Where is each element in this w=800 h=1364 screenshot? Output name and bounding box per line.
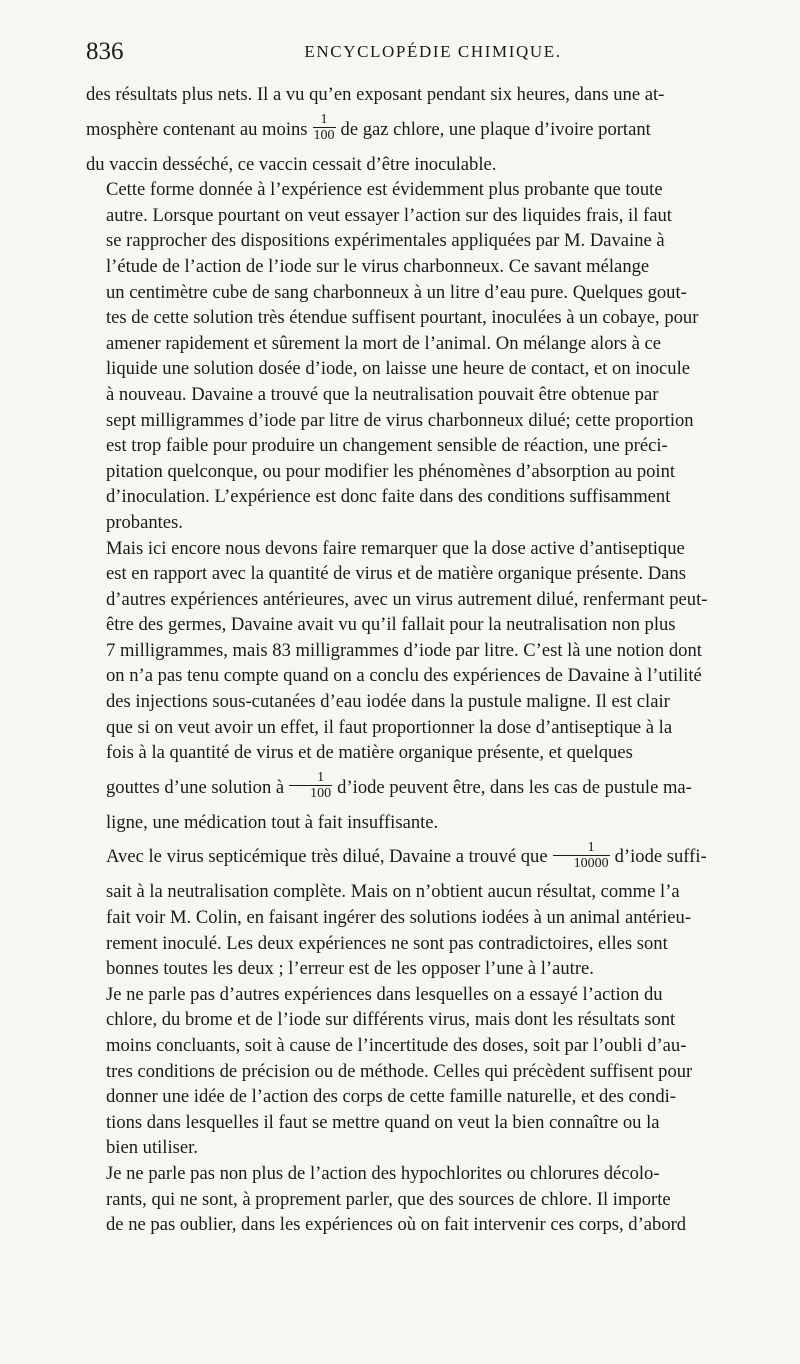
text-line: sept milligrammes d’iode par litre de virus charbonneux dilué; cette proportion	[106, 409, 694, 431]
text-segment: Avec le virus septicémique très dilué, Davaine a trouvé que	[106, 846, 548, 868]
text-line: un centimètre cube de sang charbonneux à un litre d’eau pure. Quelques gout-	[106, 281, 687, 303]
page-number: 836	[86, 38, 124, 65]
fraction-numerator: 1	[587, 839, 595, 855]
text-segment: gouttes d’une solution à	[106, 776, 285, 798]
text-line: chlore, du brome et de l’iode sur différents virus, mais dont les résultats sont	[106, 1009, 676, 1031]
text-segment: d’iode suffi-	[614, 846, 707, 868]
text-line: Cette forme donnée à l’expérience est évidemment plus probante que toute	[106, 179, 663, 201]
text-line: Je ne parle pas d’autres expériences dans lesquelles on a essayé l’action du	[106, 983, 663, 1005]
text-line: est en rapport avec la quantité de virus et de matière organique présente. Dans	[106, 563, 686, 585]
running-title: ENCYCLOPÉDIE CHIMIQUE.	[304, 42, 562, 61]
fraction-denominator: 100	[313, 127, 335, 143]
text-line: être des germes, Davaine avait vu qu’il fallait pour la neutralisation non plus	[106, 614, 676, 636]
text-line	[106, 839, 707, 871]
text-line: donner une idée de l’action des corps de cette famille naturelle, et des condi-	[106, 1086, 676, 1108]
text-line: tres conditions de précision ou de méthode. Celles qui précèdent suffisent pour	[106, 1060, 693, 1082]
text-line: on n’a pas tenu compte quand on a conclu des expériences de Davaine à l’utilité	[106, 665, 702, 687]
text-line: Je ne parle pas non plus de l’action des hypochlorites ou chlorures décolo-	[106, 1162, 660, 1184]
text-segment: mosphère contenant au moins	[86, 118, 308, 140]
body-text	[86, 82, 780, 1238]
text-line	[86, 108, 780, 152]
text-line: rement inoculé. Les deux expériences ne sont pas contradictoires, elles sont	[106, 932, 668, 954]
page-header	[86, 38, 780, 68]
text-line: rants, qui ne sont, à proprement parler, que des sources de chlore. Il importe	[106, 1188, 671, 1210]
paragraph-3	[86, 536, 780, 836]
text-line: bien utiliser.	[106, 1137, 198, 1159]
fraction-denominator: 100	[289, 785, 332, 801]
fraction	[289, 770, 332, 801]
fraction-numerator: 1	[320, 111, 328, 127]
text-line: d’autres expériences antérieures, avec un virus autrement dilué, renfermant peut-	[106, 588, 708, 610]
fraction	[553, 840, 610, 871]
text-line: amener rapidement et sûrement la mort de l’animal. On mélange alors à ce	[106, 332, 661, 354]
text-line: tes de cette solution très étendue suffisent pourtant, inoculées à un cobaye, pour	[106, 307, 699, 329]
text-line: bonnes toutes les deux ; l’erreur est de les opposer l’une à l’autre.	[106, 958, 594, 980]
paragraph-4	[86, 835, 780, 981]
text-line: Mais ici encore nous devons faire remarquer que la dose active d’antiseptique	[106, 537, 685, 559]
text-line: tions dans lesquelles il faut se mettre quand on veut la bien connaître ou la	[106, 1111, 660, 1133]
text-segment: d’iode peuvent être, dans les cas de pustule ma-	[337, 776, 692, 798]
text-line: autre. Lorsque pourtant on veut essayer l’action sur des liquides frais, il faut	[106, 204, 672, 226]
text-line	[86, 766, 780, 810]
text-line: 7 milligrammes, mais 83 milligrammes d’iode par litre. C’est là une notion dont	[106, 639, 702, 661]
text-line: que si on veut avoir un effet, il faut proportionner la dose d’antiseptique à la	[106, 716, 673, 738]
text-line: moins concluants, soit à cause de l’incertitude des doses, soit par l’oubli d’au-	[106, 1035, 687, 1056]
text-line: sait à la neutralisation complète. Mais on n’obtient aucun résultat, comme l’a	[106, 881, 680, 903]
fraction-numerator: 1	[317, 770, 325, 786]
fraction	[313, 112, 336, 143]
fraction-denominator: 10000	[553, 855, 610, 871]
text-line: fois à la quantité de virus et de matière organique présente, et quelques	[106, 742, 633, 764]
text-line: du vaccin desséché, ce vaccin cessait d’être inoculable.	[86, 153, 497, 175]
text-line: se rapprocher des dispositions expérimentales appliquées par M. Davaine à	[106, 230, 665, 252]
text-line: des injections sous-cutanées d’eau iodée dans la pustule maligne. Il est clair	[106, 691, 670, 713]
paragraph-1	[86, 82, 780, 177]
paragraph-5	[86, 982, 780, 1161]
text-line: à nouveau. Davaine a trouvé que la neutralisation pouvait être obtenue par	[106, 383, 659, 405]
text-line: pitation quelconque, ou pour modifier les phénomènes d’absorption au point	[106, 460, 676, 482]
text-line: des résultats plus nets. Il a vu qu’en exposant pendant six heures, dans une at-	[86, 84, 665, 105]
text-line: probantes.	[106, 511, 183, 533]
text-line: d’inoculation. L’expérience est donc faite dans des conditions suffisamment	[106, 486, 671, 508]
text-line: est trop faible pour produire un changement sensible de réaction, une préci-	[106, 435, 668, 457]
text-line: liquide une solution dosée d’iode, on laisse une heure de contact, et on inocule	[106, 358, 690, 380]
text-line: fait voir M. Colin, en faisant ingérer des solutions iodées à un animal antérieu-	[106, 907, 692, 929]
paragraph-6	[86, 1161, 780, 1238]
text-line: ligne, une médication tout à fait insuffisante.	[106, 811, 439, 833]
paragraph-2	[86, 177, 780, 535]
text-line: de ne pas oublier, dans les expériences où on fait intervenir ces corps, d’abord	[106, 1214, 687, 1236]
text-segment: de gaz chlore, une plaque d’ivoire portant	[340, 118, 651, 140]
text-line: l’étude de l’action de l’iode sur le virus charbonneux. Ce savant mélange	[106, 255, 650, 277]
